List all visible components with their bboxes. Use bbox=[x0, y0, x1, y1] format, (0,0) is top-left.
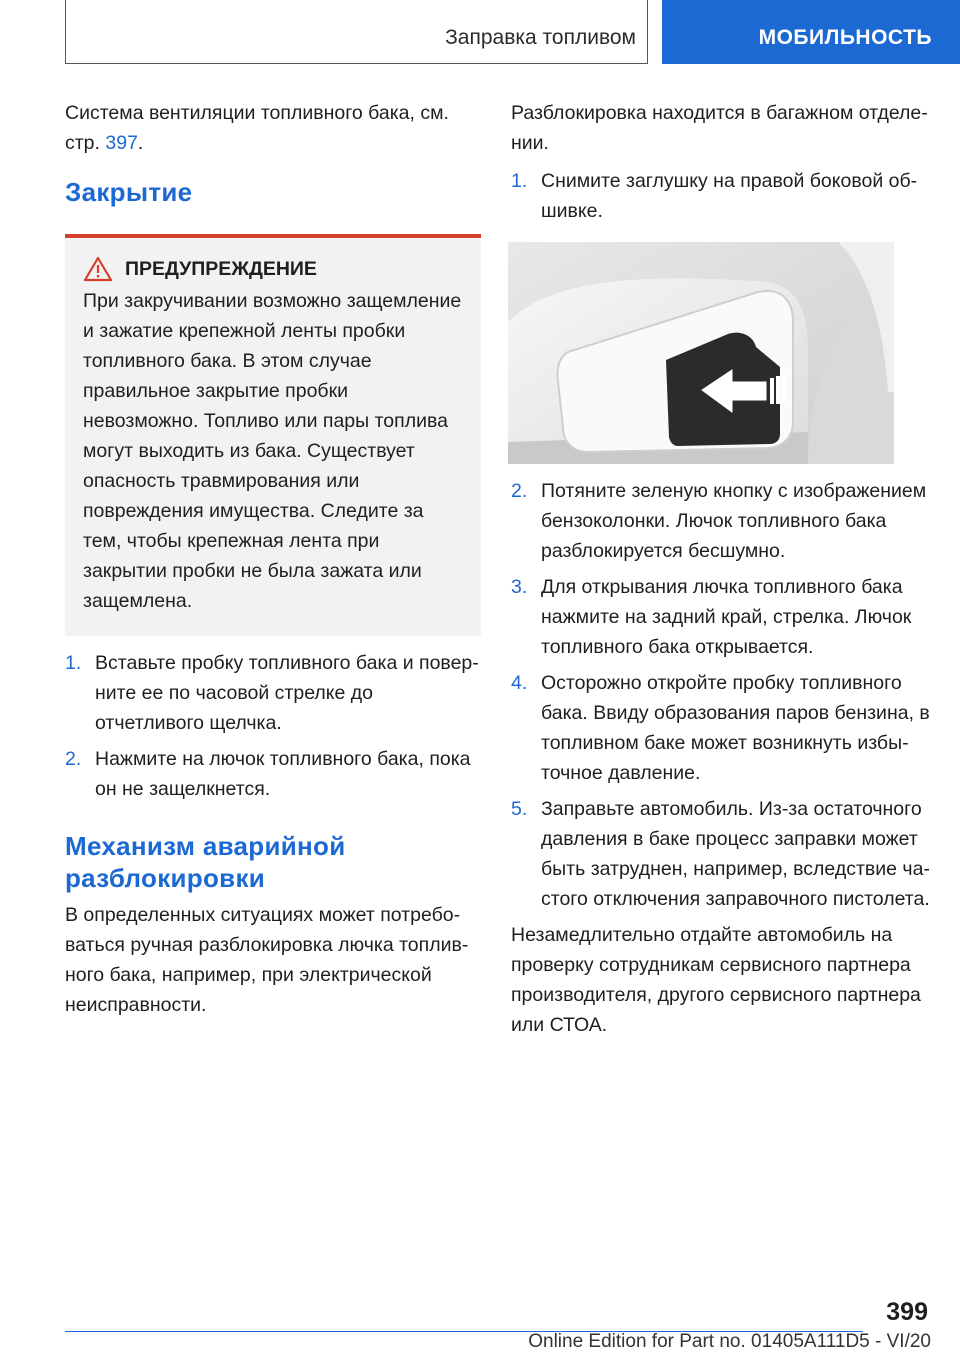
list-item bbox=[511, 794, 931, 914]
warning-title bbox=[83, 254, 467, 284]
emergency-paragraph: В определенных ситуациях может потребоваться ручная разблокировка лючка топливного бака, например, при электрической неисправности. bbox=[65, 904, 469, 1016]
warning-box bbox=[65, 234, 481, 636]
step-number: 2. bbox=[65, 748, 82, 770]
list-item bbox=[511, 166, 931, 226]
step-text: Осторожно откройте пробку топливного бака. Ввиду образования паров бензина, в топливном баке может возникнуть избыточное давление. bbox=[541, 672, 930, 784]
unlock-location-text: Разблокировка находится в багажном отделении. bbox=[511, 102, 928, 154]
warning-text: При закручивании возможно защемление и зажатие крепежной ленты пробки топливного бака. В этом случае правильное закрытие пробки невозможно. Топливо или пары топлива могут выходить из бака. Существует опасность травмирования или повреждения имущества. Следите за тем, чтобы крепежная лента при закрытии пробки не была зажата или защемлена. bbox=[83, 290, 462, 612]
intro-paragraph bbox=[65, 98, 481, 158]
trunk-cover-photo bbox=[508, 242, 894, 464]
list-item bbox=[65, 648, 481, 738]
list-item bbox=[511, 476, 931, 566]
intro-end: . bbox=[137, 132, 144, 154]
left-column bbox=[65, 98, 481, 1020]
step-number: 1. bbox=[65, 652, 82, 674]
step-number: 2. bbox=[511, 480, 528, 502]
list-item bbox=[511, 572, 931, 662]
step-text: Потяните зеленую кнопку с изображением бензоколонки. Лючок топливного бака разблокируется бесшумно. bbox=[541, 480, 927, 562]
list-item bbox=[65, 744, 481, 804]
right-column bbox=[511, 98, 931, 1040]
warning-triangle-icon bbox=[83, 256, 113, 282]
warning-title-text: ПРЕДУПРЕЖДЕНИЕ bbox=[125, 258, 317, 280]
page-link[interactable]: 397 bbox=[105, 132, 138, 154]
step-text: Снимите заглушку на правой боковой обшивке. bbox=[541, 170, 918, 222]
closing-heading: Закрытие bbox=[65, 177, 193, 207]
step-number: 3. bbox=[511, 576, 528, 598]
step-number: 1. bbox=[511, 170, 528, 192]
intro-text: Система вентиляции топливного бака, см. стр. bbox=[65, 102, 449, 154]
closing-steps bbox=[65, 648, 481, 804]
edition-text: Online Edition for Part no. 01405A111D5 - VI/20 bbox=[528, 1331, 931, 1352]
step-text: Для открывания лючка топливного бака нажмите на задний край, стрелка. Лючок топливного бака открывается. bbox=[541, 576, 912, 658]
step-text: Заправьте автомобиль. Из-за остаточного давления в баке процесс заправки может быть затруднен, например, вследствие частого отключения заправочного пистолета. bbox=[541, 798, 930, 910]
step-number: 5. bbox=[511, 798, 528, 820]
header-chapter-tab[interactable]: МОБИЛЬНОСТЬ bbox=[662, 0, 960, 64]
page-number: 399 bbox=[886, 1298, 928, 1326]
trunk-panel-illustration bbox=[508, 242, 894, 464]
list-item bbox=[511, 668, 931, 788]
unlock-steps bbox=[511, 476, 931, 914]
emergency-heading: Механизм аварийной разблокировки bbox=[65, 831, 346, 893]
step-text: Вставьте пробку топливного бака и поверните ее по часовой стрелке до отчетливого щелчка. bbox=[95, 652, 479, 734]
header-section-title: Заправка топливом bbox=[445, 26, 636, 49]
step-number: 4. bbox=[511, 672, 528, 694]
closing-paragraph: Незамедлительно отдайте автомобиль на проверку сотрудникам сервисного партнера производителя, другого сервисного партнера или СТОА. bbox=[511, 924, 921, 1036]
step-text: Нажмите на лючок топливного бака, пока он не защелкнется. bbox=[95, 748, 471, 800]
